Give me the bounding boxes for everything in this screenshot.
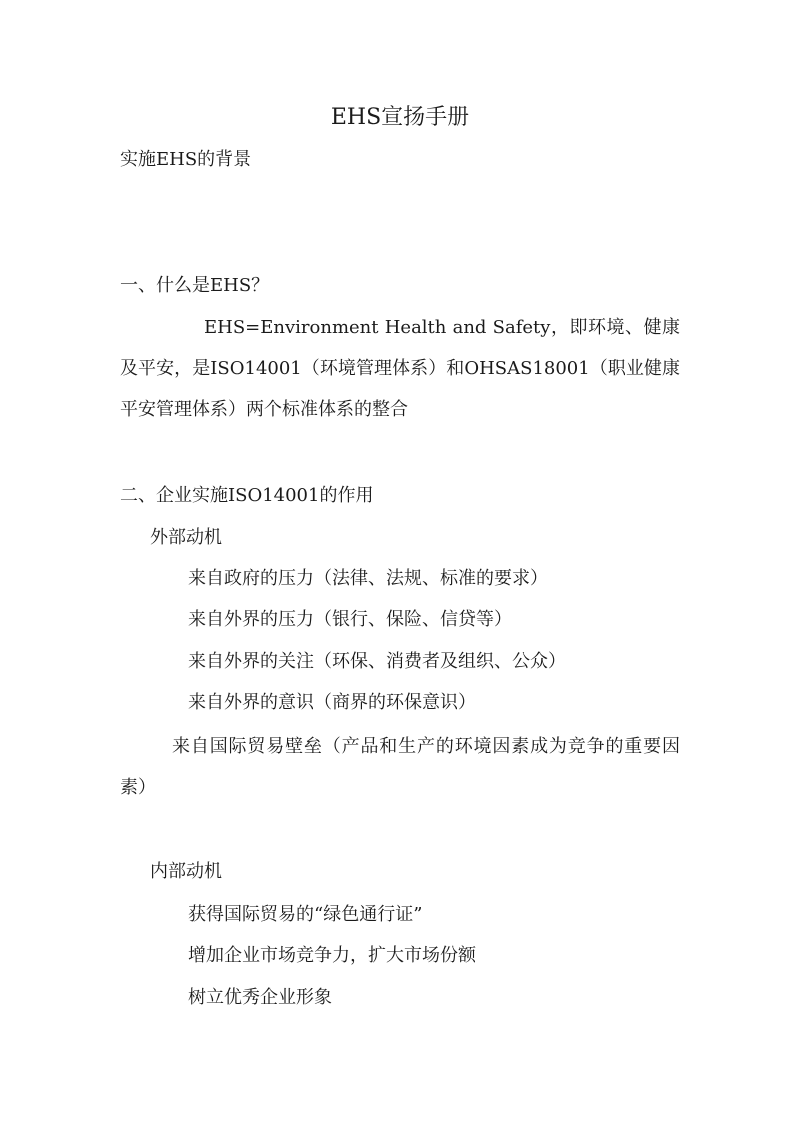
internal-motive-item: 增加企业市场竞争力，扩大市场份额 [188,945,476,966]
external-motive-item: 来自外界的关注（环保、消费者及组织、公众） [188,651,566,672]
external-motive-item: 来自政府的压力（法律、法规、标准的要求） [188,568,548,589]
internal-motive-label: 内部动机 [150,861,222,882]
section-1-paragraph: EHS=Environment Health and Safety，即环境、健康及平安，是ISO14001（环境管理体系）和OHSAS18001（职业健康平安管理体系）两个标准体系的整合 [120,317,680,420]
section-1-heading: 一、什么是EHS？ [120,275,270,296]
document-title: EHS宣扬手册 [330,105,470,130]
external-motive-item: 来自外界的压力（银行、保险、信贷等） [188,609,512,630]
section-2-heading: 二、企业实施ISO14001的作用 [120,485,374,506]
external-motive-item: 来自外界的意识（商界的环保意识） [188,692,476,713]
internal-motive-item: 树立优秀企业形象 [188,987,332,1008]
trade-barrier-paragraph: 来自国际贸易壁垒（产品和生产的环境因素成为竞争的重要因素） [120,736,680,798]
external-motive-label: 外部动机 [150,527,222,548]
document-subtitle: 实施EHS的背景 [120,149,252,170]
internal-motive-item: 获得国际贸易的“绿色通行证” [188,904,423,925]
